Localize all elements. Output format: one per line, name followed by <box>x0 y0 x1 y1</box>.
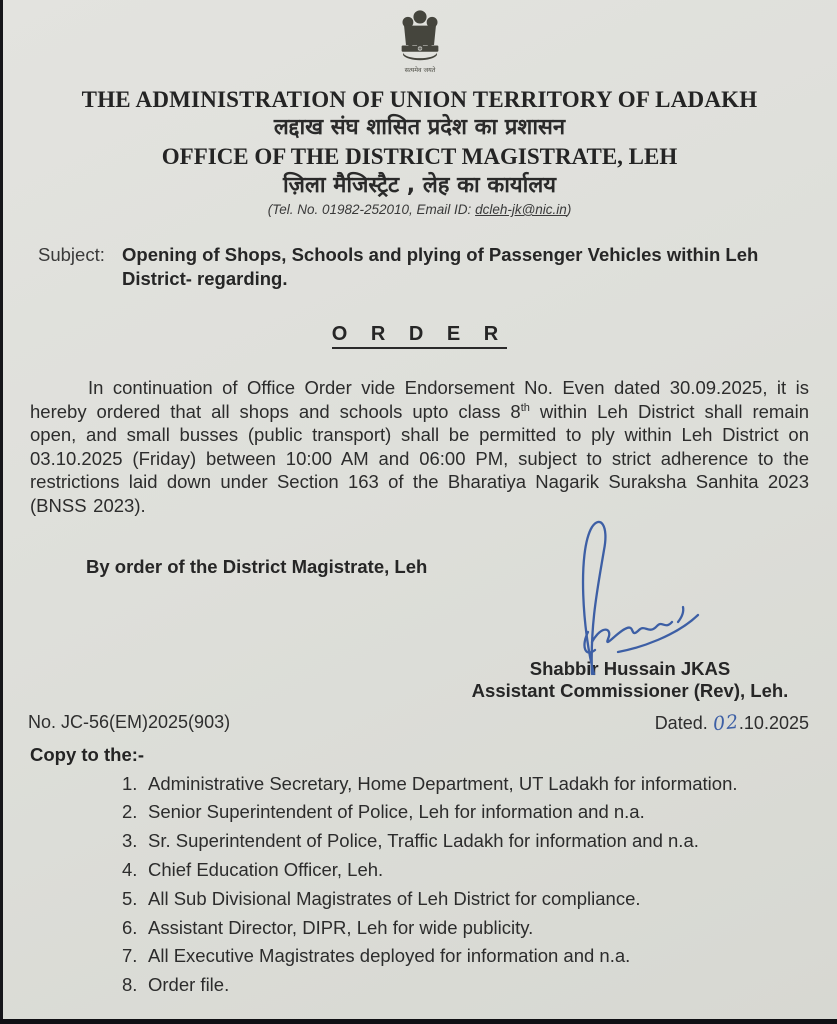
order-body-paragraph <box>30 376 809 518</box>
letterhead-office-line: OFFICE OF THE DISTRICT MAGISTRATE, LEH <box>161 144 678 169</box>
copy-item-number: 5. <box>122 887 138 909</box>
scan-edge-bottom <box>0 1019 837 1024</box>
copy-list-item <box>122 971 809 1000</box>
scan-edge-left <box>0 0 3 1024</box>
body-superscript-th: th <box>520 401 530 414</box>
ashoka-emblem-icon <box>391 8 449 80</box>
reference-number: No. JC-56(EM)2025(903) <box>28 711 231 732</box>
copy-list-item <box>122 770 809 799</box>
signatory-block <box>450 658 810 703</box>
body-text-end: within Leh District shall remain open, and small busses (public transport) shall be permitted to ply within Leh District on 03.10.2025 (Friday) between 10:00 AM and 06:00 PM, subject to strict adherence to the restrictions laid down under Section 163 of the Bharatiya Nagarik Suraksha Sanhita 2023 (BNSS 2023). <box>30 400 809 516</box>
dated-label: Dated. <box>654 712 713 733</box>
copy-list-item <box>122 885 809 914</box>
signatory-name: Shabbir Hussain JKAS <box>529 657 731 679</box>
letterhead-hindi-line-1: लद्दाख संघ शासित प्रदेश का प्रशासन <box>273 115 566 140</box>
copy-item-text: Senior Superintendent of Police, Leh for information and n.a. <box>148 801 645 823</box>
dated-rest: .10.2025 <box>738 712 809 733</box>
subject-row <box>30 243 809 291</box>
copy-item-number: 8. <box>122 974 138 996</box>
letterhead-hindi-line-2: ज़िला मैजिस्ट्रैट , लेह का कार्यालय <box>282 173 557 198</box>
letterhead-administration-line: THE ADMINISTRATION OF UNION TERRITORY OF LADAKH <box>81 87 758 112</box>
copy-item-text: Order file. <box>148 974 230 996</box>
copy-item-number: 4. <box>122 858 138 880</box>
subject-text: Opening of Shops, Schools and plying of Passenger Vehicles within Leh District- regarding. <box>122 244 759 289</box>
copy-item-number: 6. <box>122 916 138 938</box>
contact-suffix: ) <box>566 202 572 217</box>
copy-list-item <box>122 798 809 827</box>
contact-prefix: (Tel. No. 01982-252010, Email ID: <box>267 202 476 217</box>
order-heading-text: O R D E R <box>332 323 507 349</box>
signatory-title: Assistant Commissioner (Rev), Leh. <box>471 680 789 702</box>
dated-line <box>655 712 809 734</box>
copy-list-item <box>122 914 809 943</box>
copy-list <box>122 770 809 1000</box>
copy-item-text: All Executive Magistrates deployed for information and n.a. <box>148 945 631 967</box>
copy-item-text: All Sub Divisional Magistrates of Leh District for compliance. <box>148 887 641 909</box>
copy-item-number: 2. <box>122 801 138 823</box>
copy-item-text: Sr. Superintendent of Police, Traffic Ladakh for information and n.a. <box>148 830 699 852</box>
copy-to-heading: Copy to the:- <box>30 743 145 765</box>
copy-list-item <box>122 827 809 856</box>
emblem-container <box>30 8 809 85</box>
dated-handwritten-day: 02 <box>711 710 740 735</box>
letterhead-contact-line <box>30 201 809 219</box>
order-heading <box>30 323 809 346</box>
copy-list-item <box>122 856 809 885</box>
copy-item-text: Assistant Director, DIPR, Leh for wide publicity. <box>148 916 534 938</box>
signature-ink-icon <box>528 512 728 682</box>
emblem-motto-text: सत्यमेव जयते <box>404 67 435 75</box>
copy-item-text: Administrative Secretary, Home Department, UT Ladakh for information. <box>148 772 738 794</box>
subject-label: Subject: <box>38 244 105 265</box>
reference-row <box>30 712 809 734</box>
by-order-line: By order of the District Magistrate, Leh <box>86 555 428 577</box>
copy-item-number: 1. <box>122 772 138 794</box>
copy-item-number: 7. <box>122 945 138 967</box>
contact-email: dcleh-jk@nic.in <box>475 202 567 217</box>
copy-list-item <box>122 942 809 971</box>
copy-item-text: Chief Education Officer, Leh. <box>148 858 384 880</box>
body-text-start: In continuation of Office Order vide Endorsement No. Even dated 30.09.2025, it is hereby ordered that all shops and schools upto class 8 <box>30 377 809 422</box>
copy-item-number: 3. <box>122 830 138 852</box>
